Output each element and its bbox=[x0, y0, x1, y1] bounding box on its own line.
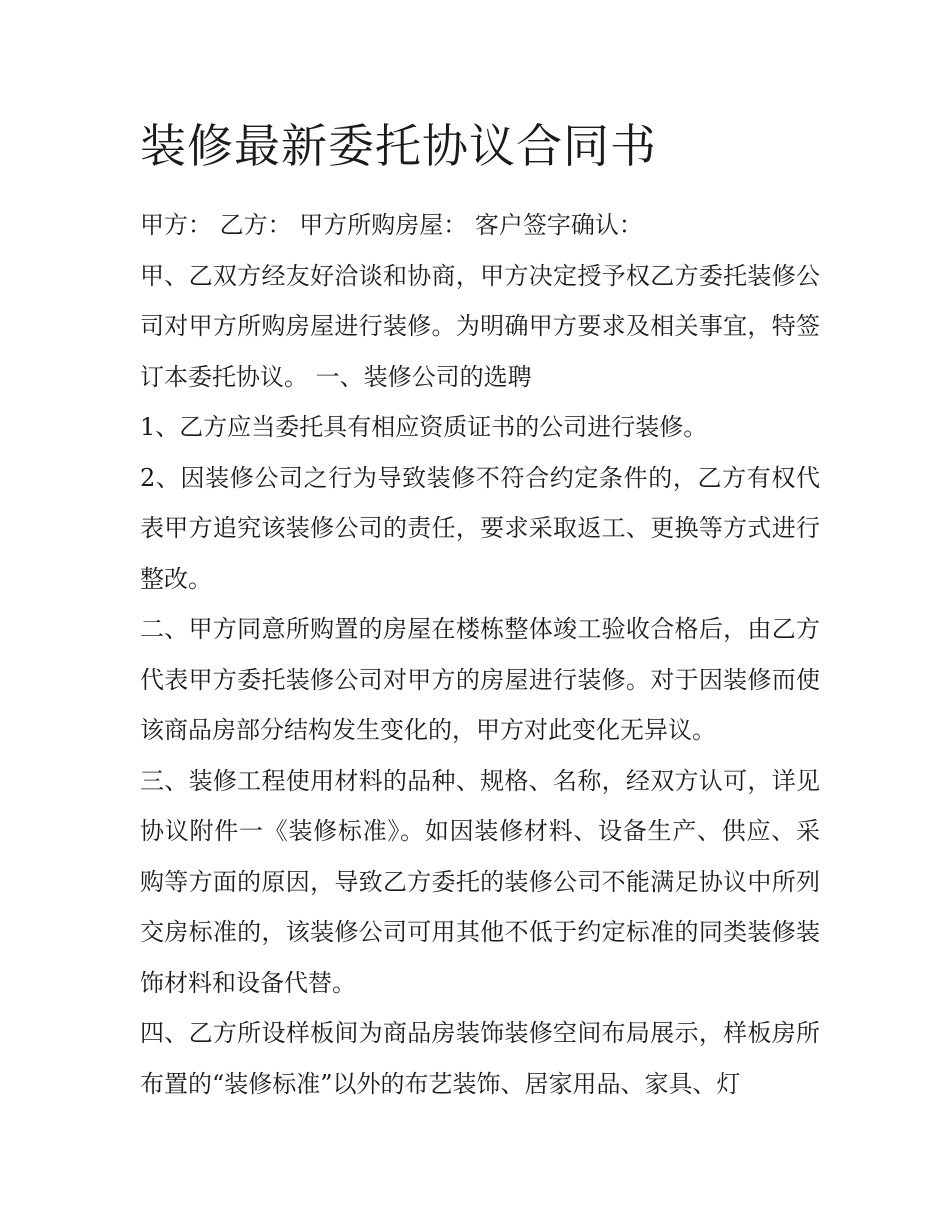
clause-1-1: 1、乙方应当委托具有相应资质证书的公司进行装修。 bbox=[140, 413, 708, 441]
document-title: 装修最新委托协议合同书 bbox=[140, 119, 657, 173]
parties-line: 甲方： 乙方： 甲方所购房屋： 客户签字确认： bbox=[140, 211, 643, 239]
clause-1-2: 2、因装修公司之行为导致装修不符合约定条件的，乙方有权代表甲方追究该装修公司的责任，要求采取返工、更换等方式进行整改。 bbox=[140, 463, 820, 593]
preamble-paragraph: 甲、乙双方经友好洽谈和协商，甲方决定授予权乙方委托装修公司对甲方所购房屋进行装修。为明确甲方要求及相关事宜，特签订本委托协议。 一、装修公司的选聘 bbox=[140, 261, 820, 391]
clause-2: 二、甲方同意所购置的房屋在楼栋整体竣工验收合格后，由乙方代表甲方委托装修公司对甲方的房屋进行装修。对于因装修而使该商品房部分结构发生变化的，甲方对此变化无异议。 bbox=[140, 615, 820, 744]
document-body bbox=[140, 110, 820, 1109]
clause-4: 四、乙方所设样板间为商品房装饰装修空间布局展示，样板房所布置的“装修标准”以外的布艺装饰、居家用品、家具、灯 bbox=[140, 1019, 820, 1098]
clause-3: 三、装修工程使用材料的品种、规格、名称，经双方认可，详见协议附件一《装修标准》。如因装修材料、设备生产、供应、采购等方面的原因，导致乙方委托的装修公司不能满足协议中所列交房标准的，该装修公司可用其他不低于约定标准的同类装修装饰材料和设备代替。 bbox=[140, 766, 820, 997]
